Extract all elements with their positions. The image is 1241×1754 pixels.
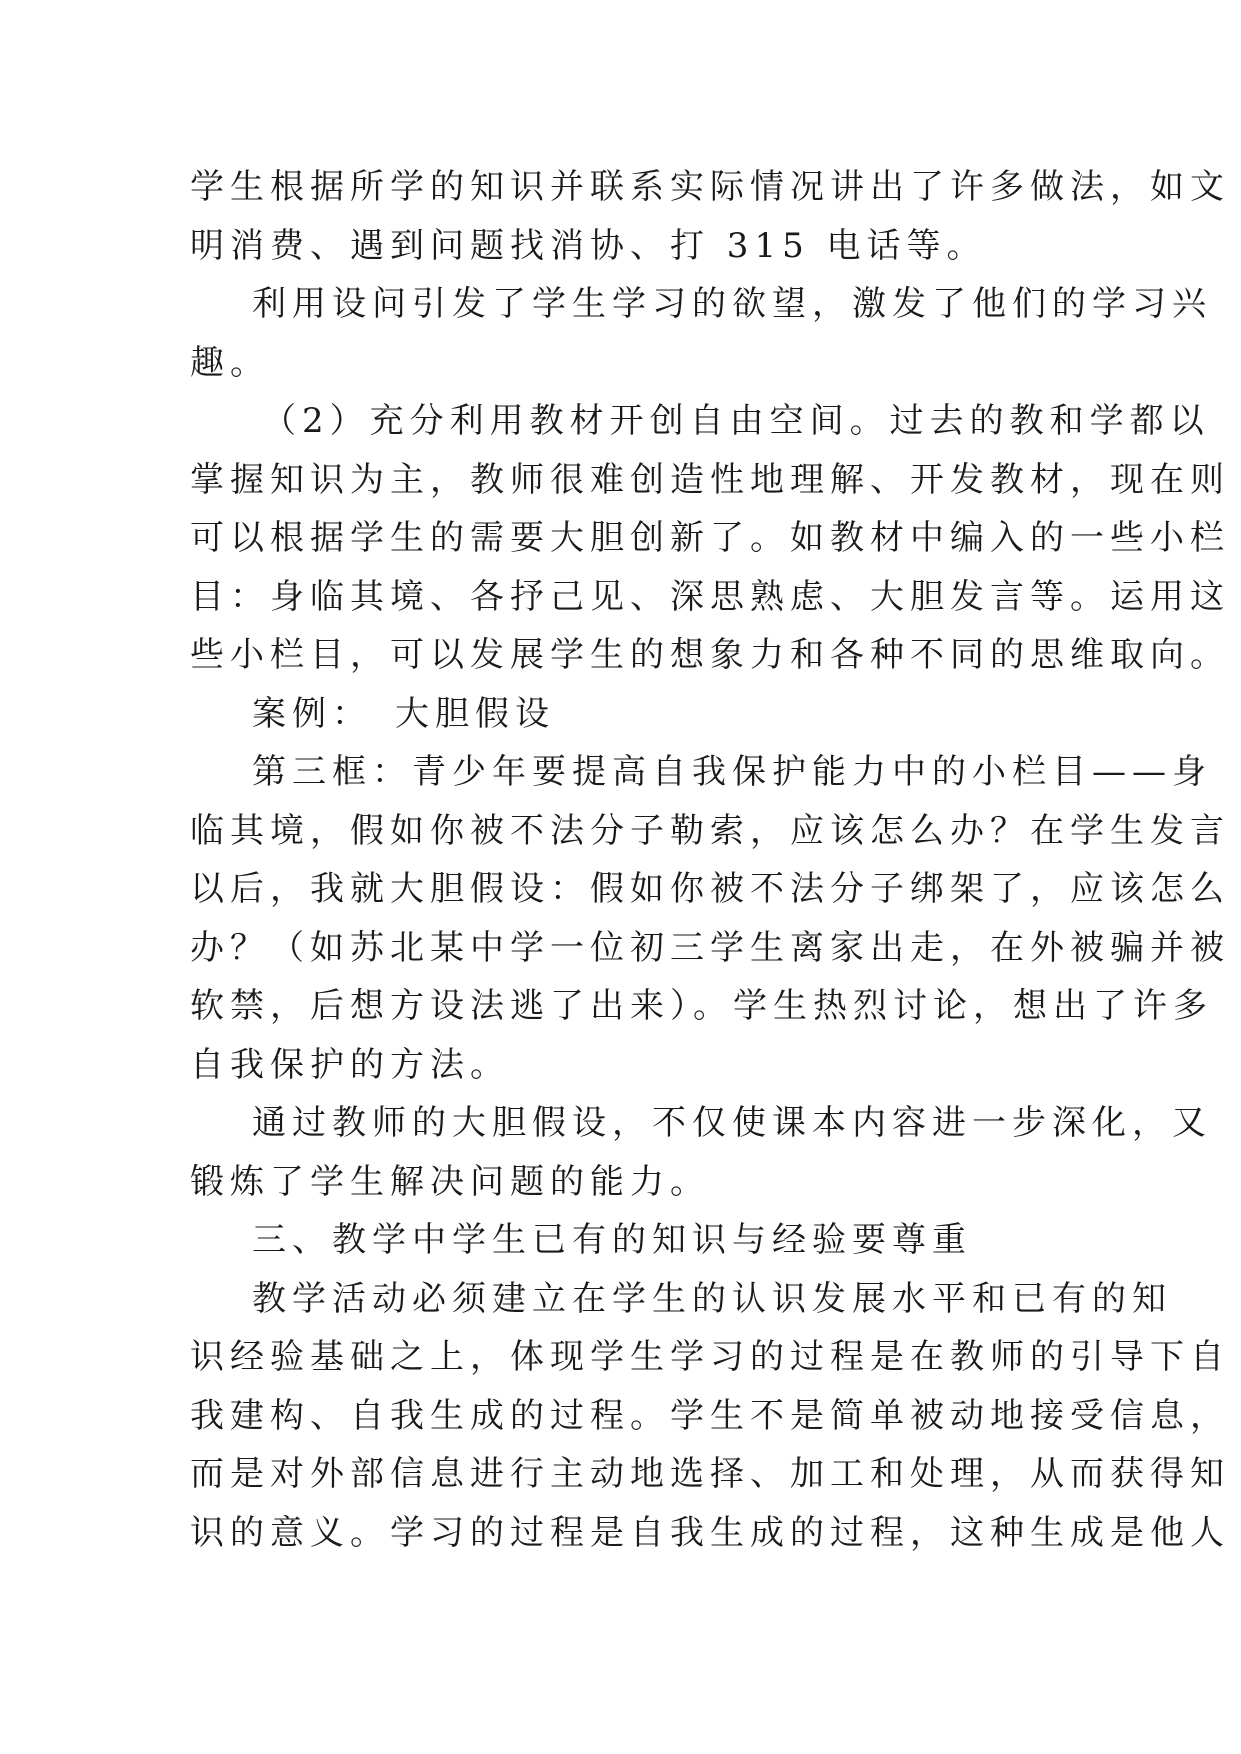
paragraph-start-line: 教学活动必须建立在学生的认识发展水平和已有的知 — [252, 1278, 1172, 1319]
text-line: 趣。 — [190, 342, 270, 383]
section-heading: 三、教学中学生已有的知识与经验要尊重 — [252, 1220, 972, 1260]
text-line: 识经验基础之上，体现学生学习的过程是在教师的引导下自 — [190, 1337, 1230, 1377]
text-line: 我建构、自我生成的过程。学生不是简单被动地接受信息， — [190, 1395, 1230, 1436]
case-heading: 案例： 大胆假设 — [252, 693, 555, 734]
text-line: 些小栏目，可以发展学生的想象力和各种不同的思维取向。 — [190, 635, 1230, 675]
text-line: 明消费、遇到问题找消协、打 315 电话等。 — [190, 225, 987, 266]
text-line: 办？（如苏北某中学一位初三学生离家出走，在外被骗并被 — [190, 927, 1230, 968]
paragraph-start-line: 利用设问引发了学生学习的欲望，激发了他们的学习兴 — [252, 284, 1212, 324]
text-line: 自我保护的方法。 — [190, 1044, 510, 1085]
paragraph-start-line: （2）充分利用教材开创自由空间。过去的教和学都以 — [262, 401, 1210, 441]
text-line: 而是对外部信息进行主动地选择、加工和处理，从而获得知 — [190, 1454, 1230, 1494]
text-line: 临其境，假如你被不法分子勒索，应该怎么办？在学生发言 — [190, 810, 1230, 851]
text-line: 锻炼了学生解决问题的能力。 — [190, 1161, 710, 1202]
paragraph-start-line: 通过教师的大胆假设，不仅使课本内容进一步深化，又 — [252, 1103, 1212, 1143]
text-line: 以后，我就大胆假设：假如你被不法分子绑架了，应该怎么 — [190, 869, 1230, 909]
text-line: 软禁，后想方设法逃了出来）。学生热烈讨论，想出了许多 — [190, 986, 1213, 1026]
text-line: 可以根据学生的需要大胆创新了。如教材中编入的一些小栏 — [190, 518, 1230, 558]
body-text — [190, 158, 1230, 1562]
paragraph-start-line: 第三框：青少年要提高自我保护能力中的小栏目——身 — [252, 752, 1212, 792]
text-line: 识的意义。学习的过程是自我生成的过程，这种生成是他人 — [190, 1512, 1230, 1553]
text-line: 学生根据所学的知识并联系实际情况讲出了许多做法，如文 — [190, 167, 1230, 207]
text-line: 目：身临其境、各抒己见、深思熟虑、大胆发言等。运用这 — [190, 576, 1230, 617]
text-line: 掌握知识为主，教师很难创造性地理解、开发教材，现在则 — [190, 459, 1230, 500]
